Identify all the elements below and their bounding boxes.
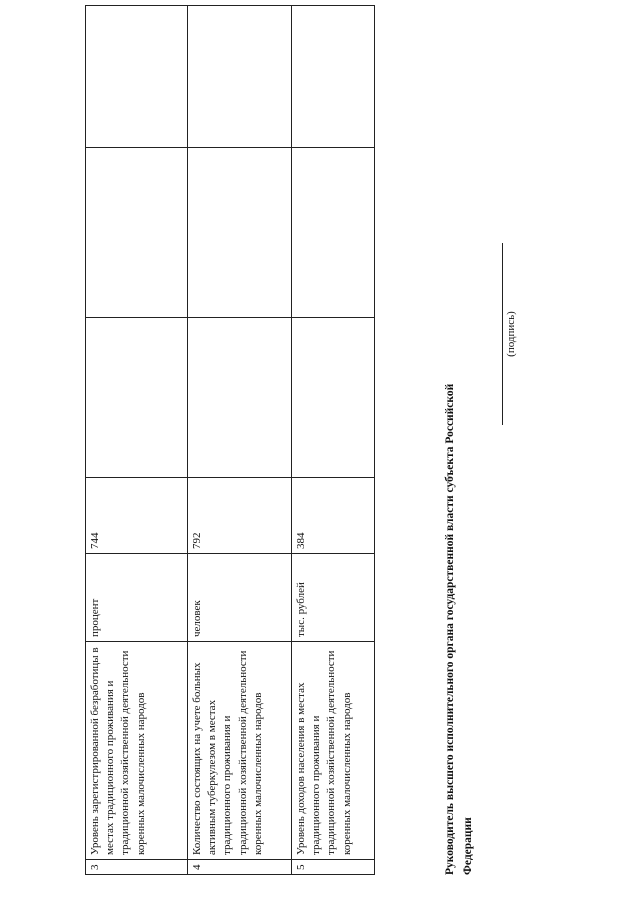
empty-cell [188, 148, 292, 318]
row-number: 4 [188, 860, 292, 875]
signature-line [502, 243, 503, 425]
table-row [292, 6, 375, 875]
indicator-value: 384 [292, 478, 375, 554]
empty-cell [188, 6, 292, 148]
empty-cell [86, 148, 188, 318]
signatory-title: Руководитель высшего исполнительного органа государственной власти субъекта Российской Федерации [444, 383, 474, 875]
signature-label: (подпись) [505, 311, 517, 357]
unit-of-measure: человек [188, 554, 292, 642]
table-row [188, 6, 292, 875]
indicator-value: 744 [86, 478, 188, 554]
indicators-table [85, 5, 375, 875]
empty-cell [86, 318, 188, 478]
indicator-value: 792 [188, 478, 292, 554]
indicator-name: Уровень зарегистрированной безработицы в местах традиционного проживания и традиционной хозяйственной деятельности коренных малочисленных народов [86, 642, 188, 860]
empty-cell [188, 318, 292, 478]
unit-of-measure: процент [86, 554, 188, 642]
empty-cell [86, 6, 188, 148]
table-row [86, 6, 188, 875]
empty-cell [292, 6, 375, 148]
indicator-name: Уровень доходов населения в местах традиционного проживания и традиционной хозяйственной деятельности коренных малочисленных народов [292, 642, 375, 860]
row-number: 3 [86, 860, 188, 875]
indicator-name: Количество состоящих на учете больных активным туберкулезом в местах традиционного проживания и традиционной хозяйственной деятельности коренных малочисленных народов [188, 642, 292, 860]
row-number: 5 [292, 860, 375, 875]
empty-cell [292, 148, 375, 318]
empty-cell [292, 318, 375, 478]
unit-of-measure: тыс. рублей [292, 554, 375, 642]
